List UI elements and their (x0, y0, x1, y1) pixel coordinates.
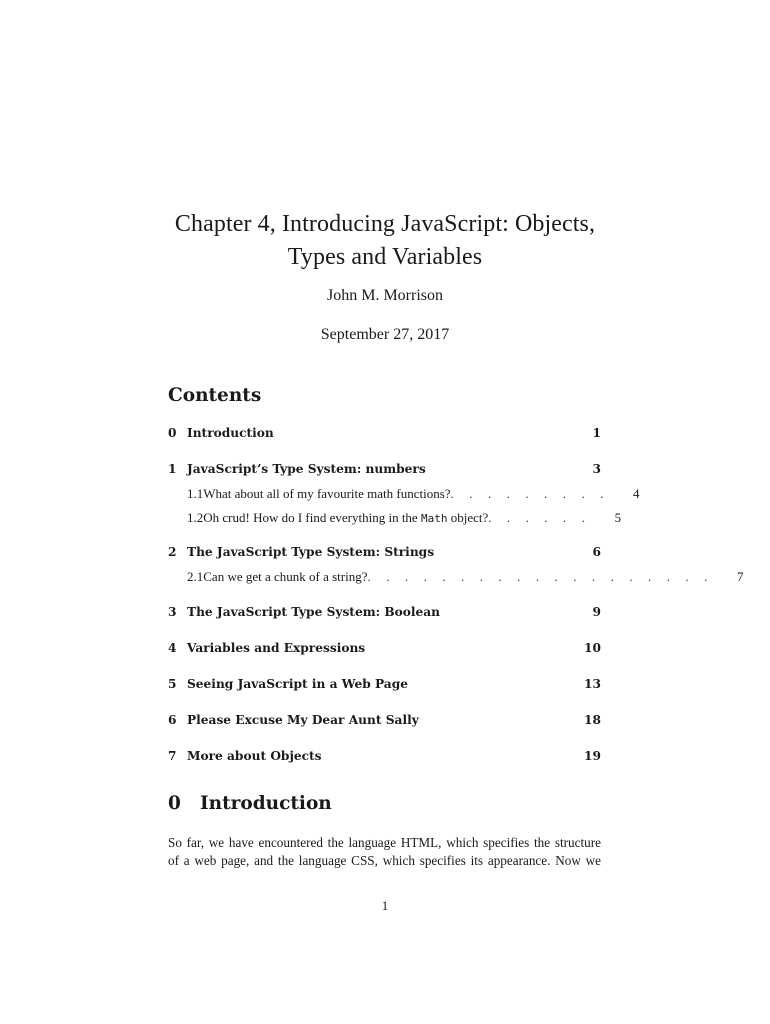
date: September 27, 2017 (320, 326, 450, 343)
toc-entry-page: 10 (584, 641, 601, 655)
toc-entry-page: 7 (736, 569, 744, 584)
toc-entry-page: 18 (584, 713, 601, 727)
body-line-1: So far, we have encountered the language HTML, which specifies the structure (168, 835, 601, 850)
toc-entry-1-1[interactable] (168, 486, 640, 506)
contents-heading: Contents (168, 385, 262, 406)
toc-entry-title: JavaScript’s Type System: numbers (187, 462, 426, 476)
toc-entry-title: Oh crud! How do I find everything in the Math object? (203, 510, 489, 525)
section-heading-introduction (168, 793, 332, 814)
toc-entry-title: The JavaScript Type System: Strings (187, 545, 435, 559)
section-body-text (168, 834, 601, 870)
toc-entry-number: 5 (168, 677, 177, 691)
toc-entry-title: More about Objects (187, 749, 322, 763)
toc-entry-page: 13 (584, 677, 601, 691)
toc-entry-number: 6 (168, 713, 177, 727)
toc-entry-4[interactable] (168, 641, 601, 661)
title-line-1: Chapter 4, Introducing JavaScript: Objects, (174, 211, 596, 237)
toc-entry-number: 1.2 (187, 510, 204, 525)
toc-entry-3[interactable] (168, 605, 601, 625)
toc-leader-dots: . . . . . . . . . (450, 486, 610, 501)
toc-leader-dots: . . . . . . (488, 510, 592, 525)
toc-entry-page: 19 (584, 749, 601, 763)
body-line-2: of a web page, and the language CSS, which specifies its appearance. Now we (168, 853, 601, 868)
toc-entry-page: 3 (592, 462, 601, 476)
math-code: Math (420, 512, 448, 525)
toc-entry-page: 6 (592, 545, 601, 559)
toc-entry-title: Seeing JavaScript in a Web Page (187, 677, 408, 691)
toc-entry-page: 4 (633, 486, 640, 501)
author: John M. Morrison (326, 287, 443, 304)
toc-entry-title: What about all of my favourite math functions? (203, 486, 451, 501)
toc-entry-number: 4 (168, 641, 177, 655)
toc-entry-title: Please Excuse My Dear Aunt Sally (187, 713, 419, 727)
toc-entry-number: 2.1 (187, 569, 204, 584)
toc-entry-2-1[interactable] (168, 569, 744, 589)
toc-entry-page: 1 (592, 426, 601, 440)
toc-entry-number: 3 (168, 605, 177, 619)
toc-entry-5[interactable] (168, 677, 601, 697)
toc-entry-2[interactable] (168, 545, 601, 565)
toc-entry-title: Variables and Expressions (187, 641, 366, 655)
toc-entry-number: 7 (168, 749, 177, 763)
toc-entry-6[interactable] (168, 713, 601, 733)
toc-entry-1[interactable] (168, 462, 601, 482)
page-number: 1 (381, 898, 389, 913)
toc-entry-number: 1 (168, 462, 177, 476)
document-title (150, 208, 620, 274)
toc-entry-page: 9 (592, 605, 601, 619)
toc-entry-title: Can we get a chunk of a string? (203, 569, 368, 584)
toc-entry-1-2[interactable] (168, 510, 622, 530)
toc-entry-title: Introduction (187, 426, 274, 440)
toc-entry-page: 5 (614, 510, 622, 525)
toc-entry-number: 2 (168, 545, 177, 559)
toc-entry-0[interactable] (168, 426, 601, 446)
title-line-2: Types and Variables (287, 244, 483, 270)
toc-entry-7[interactable] (168, 749, 601, 769)
section-number: 0 (168, 793, 181, 814)
toc-entry-number: 0 (168, 426, 177, 440)
toc-entry-title: The JavaScript Type System: Boolean (187, 605, 441, 619)
toc-entry-number: 1.1 (187, 486, 204, 501)
toc-leader-dots: . . . . . . . . . . . . . . . . . . . (367, 569, 714, 584)
section-title: Introduction (200, 793, 332, 814)
